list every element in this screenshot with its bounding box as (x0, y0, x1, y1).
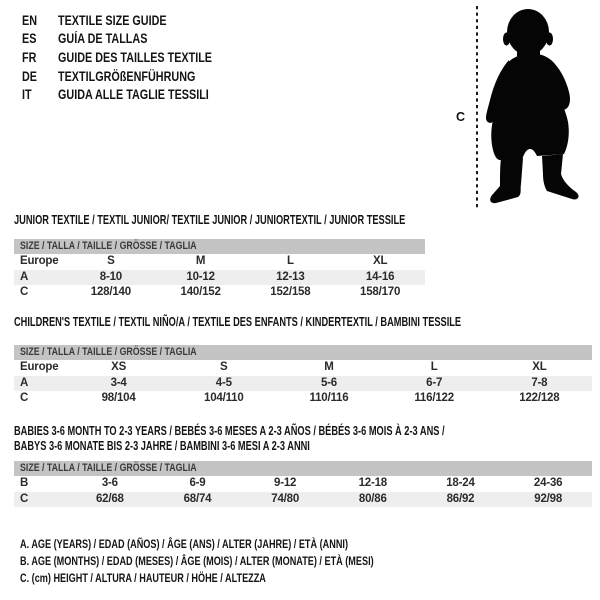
language-row-es (22, 30, 251, 49)
guide-title-es: GUÍA DE TALLAS (58, 31, 148, 47)
size-cell: 7-8 (531, 376, 548, 389)
guide-title-fr: GUIDE DES TAILLES TEXTILE (58, 49, 213, 65)
size-cell: 116/122 (414, 392, 454, 404)
size-cell: XL (532, 361, 547, 373)
size-cell: 3-6 (101, 477, 118, 489)
size-cell: 62/68 (95, 492, 124, 505)
row-label: A (20, 270, 29, 283)
size-cell: 104/110 (204, 392, 244, 404)
baby-silhouette-icon (448, 2, 593, 212)
legend-height-cm: C. (cm) HEIGHT / ALTURA / HAUTEUR / HÖHE / ALTEZZA (20, 571, 266, 585)
guide-title-it: GUIDA ALLE TAGLIE TESSILI (58, 87, 209, 103)
size-cell: 86/92 (446, 492, 475, 505)
size-header-bar: SIZE / TALLA / TAILLE / GRÖSSE / TAGLIA (14, 345, 592, 360)
size-cell: 98/104 (101, 392, 136, 404)
size-cell: 128/140 (90, 286, 131, 298)
row-label: C (20, 286, 29, 298)
size-cell: XL (372, 255, 388, 267)
size-cell: L (430, 361, 438, 373)
size-cell: 24-36 (533, 477, 563, 489)
size-cell: XS (111, 361, 127, 373)
size-cell: 68/74 (183, 492, 212, 505)
row-label: B (20, 477, 29, 489)
children-textile-title: CHILDREN'S TEXTILE / TEXTIL NIÑO/A / TEXTILE DES ENFANTS / KINDERTEXTIL / BAMBINI TESSILE (14, 315, 462, 329)
babies-size-table (14, 476, 592, 507)
size-cell: 18-24 (446, 477, 475, 489)
baby-height-figure (448, 2, 593, 212)
size-cell: 14-16 (365, 270, 395, 283)
babies-textile-title-line1: BABIES 3-6 MONTH TO 2-3 YEARS / BEBÉS 3-6 MESES A 2-3 AÑOS / BÉBÉS 3-6 MOIS À 2-3 ANS / (14, 424, 445, 438)
row-label: C (20, 392, 29, 404)
children-size-table (14, 360, 592, 407)
row-label: Europe (20, 361, 59, 373)
table-row (14, 285, 425, 301)
babies-textile-section (14, 424, 592, 507)
size-cell: 6-7 (426, 376, 443, 389)
language-row-de (22, 67, 251, 86)
table-row (14, 270, 425, 286)
height-measure-label: C (456, 110, 466, 124)
junior-textile-title: JUNIOR TEXTILE / TEXTIL JUNIOR/ TEXTILE JUNIOR / JUNIORTEXTIL / JUNIOR TESSILE (14, 213, 406, 227)
guide-title-en: TEXTILE SIZE GUIDE (58, 12, 167, 28)
size-header-bar: SIZE / TALLA / TAILLE / GRÖSSE / TAGLIA (14, 239, 425, 254)
language-code: IT (22, 87, 32, 103)
size-cell: 9-12 (274, 477, 297, 489)
size-cell: 122/128 (519, 392, 560, 404)
table-row (14, 391, 592, 407)
size-cell: 158/170 (360, 286, 401, 298)
table-row (14, 360, 592, 376)
toddler-shape (486, 9, 579, 203)
size-cell: M (324, 361, 334, 373)
table-row (14, 492, 592, 508)
language-title-list (22, 11, 251, 104)
size-cell: S (220, 361, 228, 373)
language-code: EN (22, 12, 38, 28)
table-row (14, 476, 592, 492)
legend-age-years: A. AGE (YEARS) / EDAD (AÑOS) / ÂGE (ANS) / ALTER (JAHRE) / ETÀ (ANNI) (20, 537, 348, 551)
size-cell: 110/116 (309, 392, 349, 404)
size-cell: 80/86 (358, 492, 387, 505)
size-cell: 6-9 (189, 477, 206, 489)
size-cell: 74/80 (271, 492, 300, 505)
size-cell: 8-10 (99, 270, 122, 283)
language-row-en (22, 11, 251, 30)
size-cell: 5-6 (320, 376, 337, 389)
legend-age-months: B. AGE (MONTHS) / EDAD (MESES) / ÂGE (MOIS) / ALTER (MONATE) / ETÀ (MESI) (20, 554, 374, 568)
language-row-it (22, 85, 251, 104)
children-textile-section (14, 316, 592, 407)
size-cell: 12-18 (358, 477, 387, 489)
language-code: FR (22, 49, 37, 65)
size-cell: 12-13 (276, 270, 305, 283)
junior-size-table (14, 254, 425, 301)
size-cell: M (195, 255, 206, 267)
junior-textile-section (14, 214, 425, 301)
language-code: DE (22, 68, 38, 84)
row-label: C (20, 492, 29, 505)
guide-title-de: TEXTILGRÖßENFÜHRUNG (58, 68, 196, 84)
row-label: A (20, 376, 29, 389)
size-cell: S (107, 255, 115, 267)
row-label: Europe (20, 255, 59, 267)
size-cell: 3-4 (110, 376, 127, 389)
size-cell: 140/152 (180, 286, 221, 298)
size-cell: 4-5 (215, 376, 232, 389)
size-cell: 10-12 (186, 270, 215, 283)
table-row (14, 254, 425, 270)
table-row (14, 376, 592, 392)
language-code: ES (22, 31, 37, 47)
babies-textile-title-line2: BABYS 3-6 MONATE BIS 2-3 JAHRE / BAMBINI 3-6 MESI A 2-3 ANNI (14, 439, 310, 453)
measurement-legend (20, 536, 485, 587)
size-header-bar: SIZE / TALLA / TAILLE / GRÖSSE / TAGLIA (14, 461, 592, 476)
size-cell: 92/98 (534, 492, 563, 505)
language-row-fr (22, 48, 251, 67)
size-cell: L (286, 255, 294, 267)
size-cell: 152/158 (270, 286, 311, 298)
